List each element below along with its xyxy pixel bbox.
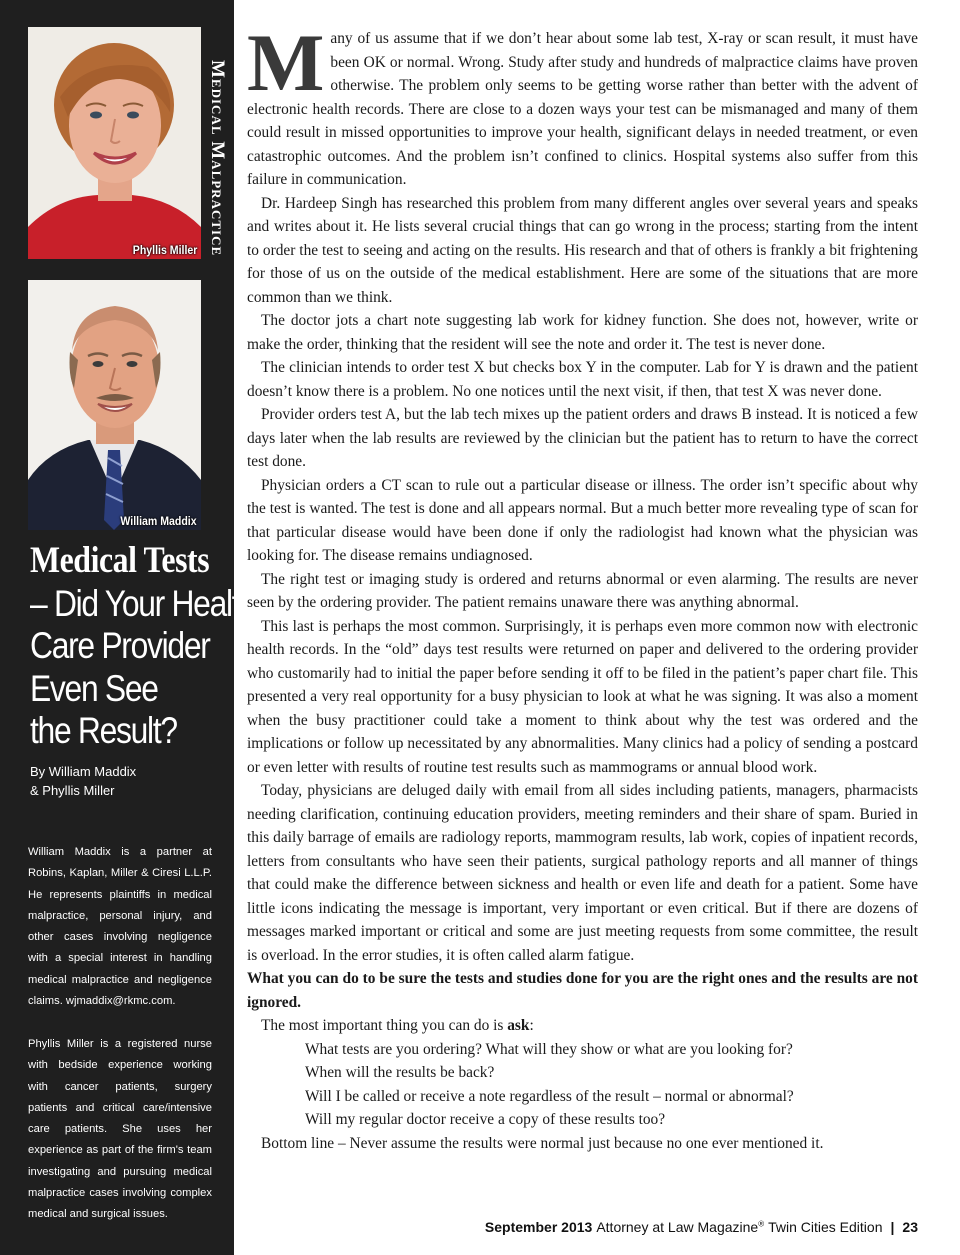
author-bio-miller xyxy=(28,1034,212,1226)
body-paragraph: Today, physicians are deluged daily with email from all sides including patients, managers, pharmacists needing clarification, continuing education providers, meeting reminders and their share of spam. Buried in this daily barrage of emails are radiology reports, mammogram results, lab work, copies of inpatient records, letters from consultants who have seen their patients, surgical pathology reports and all manner of things that could make the difference between sickness and health or even life and death for a patient. Some have little icons indicating the message is important, very important or even critical. But if there are dozens of messages marked important or critical and some are just meeting requests from some committee, the result is overload. In the error studies, it is often called alarm fatigue. xyxy=(247,782,918,964)
section-label-text: Medical Malpractice xyxy=(207,59,228,257)
portrait-woman-image xyxy=(28,27,201,259)
page-number: 23 xyxy=(902,1219,918,1235)
question-item: Will I be called or receive a note regardless of the result – normal or abnormal? xyxy=(305,1087,794,1105)
bottom-line: Bottom line – Never assume the results were normal just because no one ever mentioned it. xyxy=(261,1134,824,1152)
body-paragraph: Provider orders test A, but the lab tech mixes up the patient orders and draws B instead. It is noticed a few days later when the lab results are reviewed by the clinician but the patient has to return to have the correct test done. xyxy=(247,406,918,470)
author-photo-miller xyxy=(28,27,201,259)
bio-email-link[interactable]: wjmaddix@rkmc.com. xyxy=(65,995,176,1008)
ask-intro: The most important thing you can do is xyxy=(261,1017,508,1034)
question-item: When will the results be back? xyxy=(305,1064,495,1081)
byline-line: & Phyllis Miller xyxy=(30,783,115,798)
intro-text: any of us assume that if we don’t hear about some lab test, X-ray or scan result, it must have been OK or normal. Wrong. Study after study and hundreds of malpractice claims have proven otherwise. The problem only seems to be getting worse rather than better with the advent of electronic health records. There are close to a dozen ways your test can be mismanaged and many of them could result in missed opportunities to improve your health, significant delays in needed treatment, or even catastrophic outcomes. And the problem isn’t confined to clinics. Hospital systems also suffer from this failure in communication. xyxy=(247,30,918,188)
ask-paragraph xyxy=(247,1014,918,1038)
author-photo-maddix xyxy=(28,280,201,530)
body-paragraph: The doctor jots a chart note suggesting lab work for kidney function. She does not, however, write or make the order, thinking that the resident will see the note and order it. The test is never done. xyxy=(247,312,918,353)
body-paragraph: This last is perhaps the most common. Surprisingly, it is perhaps even more common now with electronic health records. In the “old” days test results were returned on paper and delivered to the ordering provider who customarily had to initial the paper before sending it off to be filed in the patient’s paper chart file. This presented a very real opportunity for a busy physician to look at what he was signing. It was also a moment when the busy practitioner could take a moment to think about why the test was ordered and the implications or follow up necessitated by any abnormalities. Many clinics had a policy of sending a postcard or even letter with results of routine test results such as mammograms or annual blood work. xyxy=(247,617,918,776)
footer-edition: Twin Cities Edition xyxy=(768,1219,883,1235)
body-paragraph: The clinician intends to order test X but checks box Y in the computer. Lab for Y is drawn and the patient doesn’t know there is a problem. No one notices until the next visit, if then, that test X was never done. xyxy=(247,359,918,400)
body-paragraph: Physician orders a CT scan to rule out a particular disease or illness. The order isn’t specific about why the test is wanted. The test is done and all appears normal. But a much better more revealing type of scan for that particular disease would have been done if only the radiologist had known what the physician was looking for. The disease remains undiagnosed. xyxy=(247,476,918,564)
photo-caption-miller: Phyllis Miller xyxy=(132,243,197,257)
body-paragraph: The right test or imaging study is ordered and returns abnormal or even alarming. The results are never seen by the ordering provider. The patient remains unaware there was anything abnormal. xyxy=(247,570,918,611)
question-item: What tests are you ordering? What will they show or what are you looking for? xyxy=(305,1040,793,1058)
registered-mark: ® xyxy=(758,1219,765,1229)
section-label xyxy=(203,28,231,288)
ask-word: ask xyxy=(507,1017,530,1034)
headline-line: the Result? xyxy=(30,710,177,751)
article-body xyxy=(247,17,918,1155)
photo-caption-maddix: William Maddix xyxy=(120,514,197,528)
headline-line: Medical Tests xyxy=(30,540,210,581)
headline-line: Care Provider xyxy=(30,625,210,666)
bio-text: William Maddix is a partner at Robins, Kaplan, Miller & Ciresi L.L.P. He represents plaintiffs in medical malpractice, personal injury, and other cases involving negligence with a special interest in handling medical malpractice and negligence claims. xyxy=(28,846,212,1008)
body-paragraph: Dr. Hardeep Singh has researched this problem from many different angles over several years and speaks and writes about it. He lists several crucial things that can go wrong in the process; starting from the intent to order the test to seeing and acting on the results. His research and that of others is frankly a bit frightening for those of us on the outside of the medical establishment. Here are some of the situations that are more common than we think. xyxy=(247,194,918,306)
footer-separator: | xyxy=(890,1219,895,1235)
intro-paragraph xyxy=(247,17,918,192)
drop-cap: M xyxy=(247,17,325,108)
byline-line: By William Maddix xyxy=(30,764,137,779)
sidebar xyxy=(0,0,256,1255)
footer-publication-name: Attorney at Law Magazine xyxy=(596,1219,759,1235)
headline-line: – Did Your Health xyxy=(30,582,256,624)
page-footer xyxy=(485,1219,918,1235)
bio-text: Phyllis Miller is a registered nurse with bedside experience working with cancer patients, surgery patients and critical care/intensive care patients. She uses her experience as part of the firm's team investigating and pursuing medical malpractice cases involving complex medical and surgical issues. xyxy=(28,1038,212,1221)
footer-publication xyxy=(596,1219,764,1235)
portrait-man-image xyxy=(28,280,201,530)
ask-colon: : xyxy=(529,1017,534,1034)
byline xyxy=(30,762,230,800)
headline-line: Even See xyxy=(30,667,158,709)
author-bio-maddix xyxy=(28,842,212,1012)
subheading: What you can do to be sure the tests and studies done for you are the right ones and the results are not ignored. xyxy=(247,970,918,1011)
question-item: Will my regular doctor receive a copy of these results too? xyxy=(305,1111,666,1128)
footer-issue-date: September 2013 xyxy=(484,1219,593,1235)
article-headline xyxy=(30,540,256,753)
